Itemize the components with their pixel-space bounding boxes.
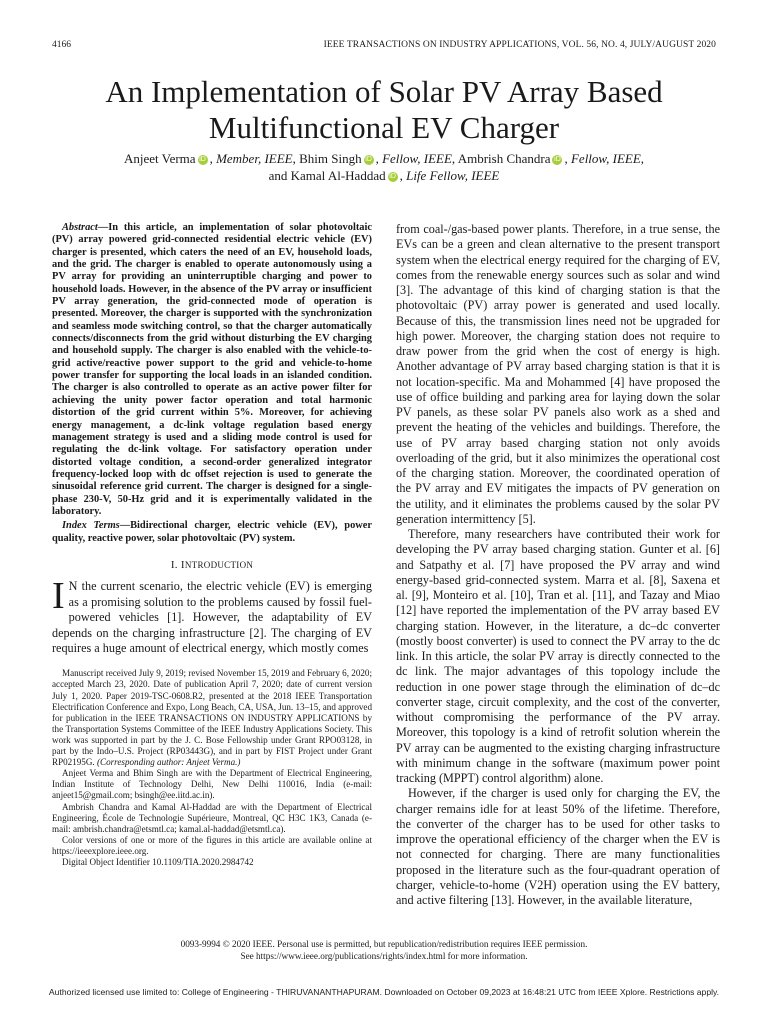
corresponding-author: (Corresponding author: Anjeet Verma.) [96, 757, 241, 768]
section-heading [52, 559, 372, 572]
author-role: Member, IEEE [216, 151, 293, 166]
index-terms-label: Index Terms [62, 520, 120, 532]
footnote-manuscript [52, 668, 372, 768]
section-title-initial: I [180, 558, 185, 571]
footnote-doi: Digital Object Identifier 10.1109/TIA.2020.2984742 [62, 856, 254, 867]
orcid-icon[interactable]: iD [199, 156, 206, 163]
copyright-line-1: 0093-9994 © 2020 IEEE. Personal use is permitted, but republication/redistribution requires IEEE permission. [180, 939, 588, 949]
intro-text: N the current scenario, the electric vehicle (EV) is emerging as a promising solution to the problems caused by fossil fuel-powered vehicles [1]. However, the adaptability of EV depends on the charging infrastructure [2]. The charging of EV requires a huge amount of electrical energy, which mostly comes [52, 579, 372, 655]
index-terms-text: —Bidirectional charger, electric vehicle (EV), power quality, reactive power, solar photovoltaic (PV) system. [52, 520, 372, 544]
author-name: Kamal Al-Haddad [290, 168, 386, 183]
title-line-1: An Implementation of Solar PV Array Based [105, 74, 663, 109]
intro-paragraph [52, 575, 372, 656]
license-notice: Authorized licensed use limited to: College of Engineering - THIRUVANANTHAPURAM. Downloaded on October 09,2023 at 16:48:21 UTC from IEEE Xplore. Restrictions apply. [48, 987, 720, 997]
abstract-label: Abstract [62, 222, 98, 233]
section-number: I. [170, 558, 178, 571]
author-conjunction: and [268, 168, 288, 183]
orcid-icon[interactable]: iD [365, 156, 372, 163]
author-role: Fellow, IEEE [382, 151, 452, 166]
footnote-affiliation-2: Ambrish Chandra and Kamal Al-Haddad are with the Department of Electrical Engineering, École de Technologie Supérieure, Montreal, QC H3C 1K3, Canada (e-mail: ambrish.chandra@etsmtl.ca; kamal.al-haddad@etsmtl.ca). [52, 801, 372, 834]
title-line-2: Multifunctional EV Charger [208, 110, 560, 145]
section-title-rest: NTRODUCTION [184, 559, 254, 570]
footnotes [52, 668, 372, 868]
author-name: Anjeet Verma [123, 151, 196, 166]
body-paragraph: from coal-/gas-based power plants. Therefore, in a true sense, the EVs can be a green and clean alternative to the present transport system when the electrical energy required for the charging of EV, comes from the renewable energy sources such as solar and wind [3]. The advantage of this kind of charging station is that the photovoltaic (PV) array power is generated and used locally. Because of this, the transmission lines need not be upgraded for high power. Moreover, the charging station does not require to draw power from the grid when the cost of energy is high. Another advantage of PV array based charging station is that it is not location-specific. Ma and Mohammed [4] have proposed the use of office building and parking area for laying down the solar PV panels, as these solar PV panels also work as a shed and prevent the heating of the vehicles and buildings. Therefore, the use of PV array based charging station not only avoids overloading of the grid, but it also minimizes the operational cost of the charging station. Moreover, the coordinated operation of the PV array and EV mitigates the impacts of PV generation on the utility, and it eliminates the problems caused by the solar PV generation intermittency [5]. [396, 222, 720, 526]
author-role: Fellow, IEEE [570, 151, 641, 166]
manuscript-text: Manuscript received July 9, 2019; revised November 15, 2019 and February 6, 2020; accepted March 23, 2020. Date of publication April 7, 2020; date of current version July 1, 2020. Paper 2019-TSC-0608.R2, presented at the 2018 IEEE Transportation Electrification Conference and Expo, Long Beach, CA, USA, Jun. 13–15, and approved for publication in the IEEE TRANSACTIONS ON INDUSTRY APPLICATIONS by the Transportation Systems Committee of the IEEE Industry Applications Society. This work was supported in part by the J. C. Bose Fellowship under Grant RPO03128, in part by the Indo–U.S. Project (RP03443G), and in part by FIST Project under Grant RP02195G. [52, 668, 372, 768]
abstract [52, 222, 372, 518]
right-column [396, 222, 720, 908]
left-column [52, 222, 372, 868]
copyright-line-2: See https://www.ieee.org/publications/rights/index.html for more information. [240, 950, 528, 961]
page-number: 4166 [52, 40, 71, 50]
author-role: Life Fellow, IEEE [406, 168, 500, 183]
author-name: Bhim Singh [299, 151, 362, 166]
orcid-icon[interactable]: iD [389, 173, 396, 180]
abstract-text: —In this article, an implementation of solar photovoltaic (PV) array powered grid-connected residential electric vehicle (EV) charger is presented, which caters the need of an EV, household loads, and the grid. The charger is enabled to operate autonomously using a PV array for providing an uninterruptible charging and power to household loads. However, in the absence of the PV array or insufficient PV array generation, the grid-connected mode of operation is presented. Moreover, the charger is supported with the synchronization and seamless mode switching control, so that the charger automatically connects/disconnects from the grid without disturbing the EV charging and household supply. The charger is also enabled with the vehicle-to-grid active/reactive power support to the grid and vehicle-to-home power transfer for supporting the local loads in an islanded condition. The charger is also controlled to operate as an active power filter for achieving the unity power factor operation and total harmonic distortion of the grid current within 5%. Moreover, for achieving energy management, a dc-link voltage regulation based energy management strategy is used and a sliding mode control is used for regulating the dc-link voltage. For satisfactory operation under distorted voltage condition, a second-order generalized integrator frequency-locked loop with dc offset rejection is used to generate the sinusoidal reference grid current. The charger is designed for a single-phase 230-V, 50-Hz grid and it is experimentally validated in the laboratory. [52, 222, 372, 517]
body-paragraph: However, if the charger is used only for charging the EV, the charger remains idle for at least 50% of the lifetime. Therefore, the converter of the charger has to be used for other tasks to improve the operational efficiency of the charger when the EV is not connected for charging. There are many functionalities proposed in the literature such as the four-quadrant operation of charger, vehicle-to-home (V2H) operation using the EV battery, and active filtering [13]. However, in the available literature, [396, 786, 720, 907]
orcid-icon[interactable]: iD [554, 156, 561, 163]
index-terms [52, 520, 372, 545]
copyright-notice [0, 939, 768, 962]
footnote-color: Color versions of one or more of the figures in this article are available online at https://ieeexplore.ieee.org. [52, 834, 372, 856]
paper-title [0, 74, 768, 146]
footnote-affiliation-1: Anjeet Verma and Bhim Singh are with the Department of Electrical Engineering, Indian Institute of Technology Delhi, New Delhi 110016, India (e-mail: anjeet15@gmail.com; bsingh@ee.iitd.ac.in). [52, 768, 372, 801]
drop-cap: I [52, 575, 65, 618]
author-name: Ambrish Chandra [457, 151, 551, 166]
journal-header: IEEE TRANSACTIONS ON INDUSTRY APPLICATIONS, VOL. 56, NO. 4, JULY/AUGUST 2020 [323, 40, 716, 50]
body-paragraph: Therefore, many researchers have contributed their work for developing the PV array based charging station. Gunter et al. [6] and Satpathy et al. [7] have proposed the PV array and wind energy-based grid-connected system. Marra et al. [8], Saxena et al. [9], Monteiro et al. [10], Tran et al. [11], and Tazay and Miao [12] have reported the implementation of the PV array based EV charging station. However, in the literature, a dc–dc converter (mostly boost converter) is used to connect the PV array to the dc link. In this article, the solar PV array is directly connected to the dc link. The major advantages of this topology include the reduction in one power stage through the elimination of dc–dc converter stage, circuit complexity, and the cost of the converter, without compromising the performance of the PV array. Moreover, this topology is a kind of retrofit solution wherein the PV array can be augmented to the existing charging infrastructure with minimum change in the software (maximum power point tracking (MPPT) control algorithm) alone. [396, 527, 720, 785]
author-list: Anjeet Verma iD , Member, IEEE, Bhim Singh iD , Fellow, IEEE, Ambrish Chandra iD , Fellow, IEEE, and Kamal Al-Haddad iD , Life Fellow, IEEE [123, 151, 645, 183]
